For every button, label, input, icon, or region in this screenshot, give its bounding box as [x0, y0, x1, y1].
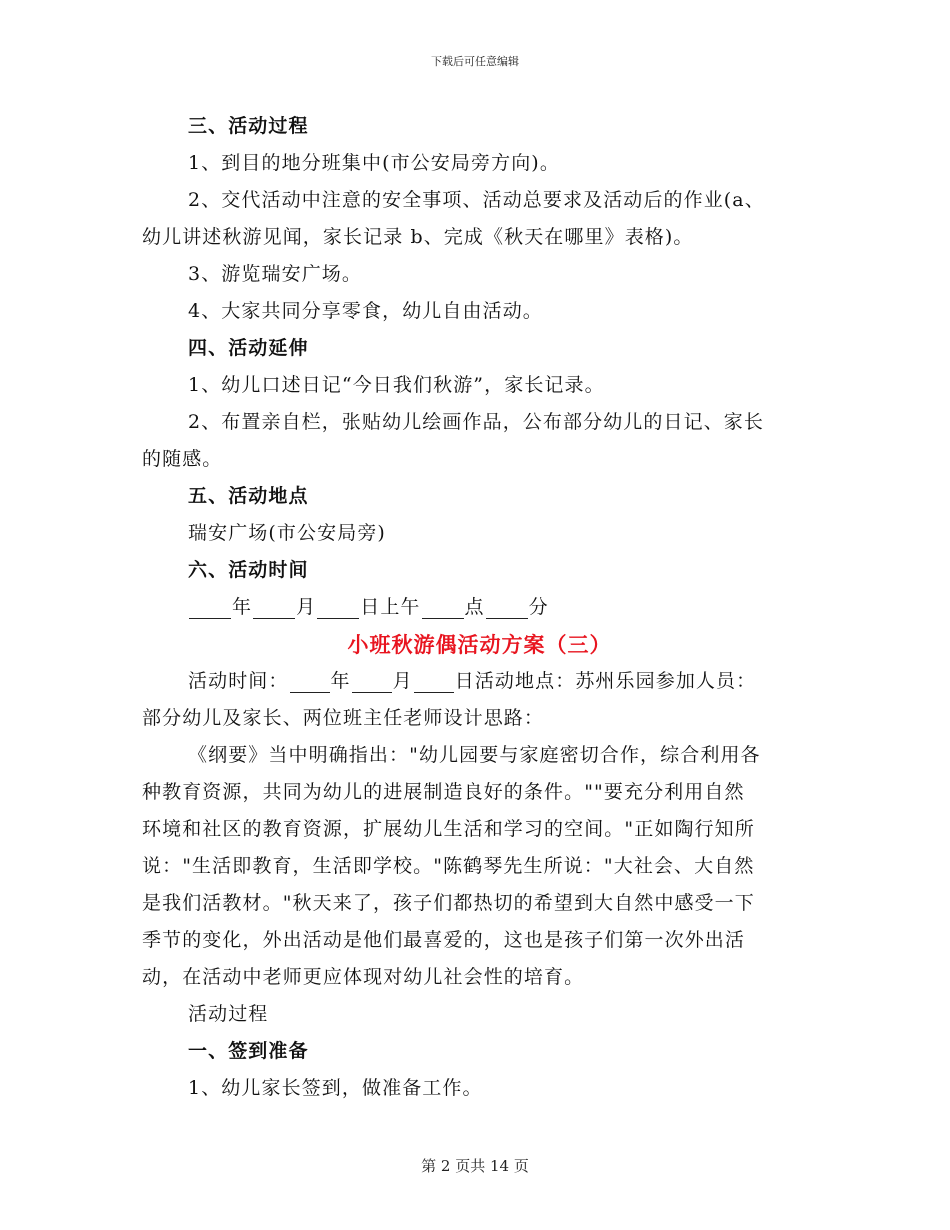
section-heading: 六、活动时间: [188, 559, 309, 581]
section-heading: 五、活动地点: [188, 485, 309, 507]
paragraph: 的随感。: [142, 448, 223, 470]
location-text: 日活动地点：苏州乐园参加人员：: [454, 670, 757, 692]
paragraph: 季节的变化，外出活动是他们最喜爱的，这也是孩子们第一次外出活: [142, 929, 746, 951]
year-label: 年: [330, 670, 351, 692]
day-label: 日上午: [360, 596, 421, 618]
paragraph: 瑞安广场(市公安局旁): [188, 522, 386, 544]
paragraph: 3、游览瑞安广场。: [188, 263, 362, 285]
blank-line: [189, 596, 231, 619]
paragraph: 环境和社区的教育资源，扩展幼儿生活和学习的空间。"正如陶行知所: [142, 818, 755, 840]
blank-line: [290, 670, 330, 693]
plan-time-line: [142, 663, 807, 700]
paragraph: 1、幼儿家长签到，做准备工作。: [188, 1077, 483, 1099]
paragraph: 2、交代活动中注意的安全事项、活动总要求及活动后的作业(a、: [188, 189, 765, 211]
paragraph: 1、幼儿口述日记“今日我们秋游”，家长记录。: [188, 374, 605, 396]
paragraph: 部分幼儿及家长、两位班主任老师设计思路：: [142, 707, 545, 729]
blank-line: [422, 596, 464, 619]
time-fill-line: [142, 589, 807, 626]
paragraph: 幼儿讲述秋游见闻，家长记录 b、完成《秋天在哪里》表格)。: [142, 226, 694, 248]
blank-line: [317, 596, 359, 619]
blank-line: [253, 596, 295, 619]
hour-label: 点: [464, 596, 485, 618]
page-header: 下载后可任意编辑: [431, 55, 519, 68]
paragraph: 说："生活即教育，生活即学校。"陈鹤琴先生所说："大社会、大自然: [142, 855, 755, 877]
month-label: 月: [296, 596, 317, 618]
paragraph: 是我们活教材。"秋天来了，孩子们都热切的希望到大自然中感受一下: [142, 892, 755, 914]
document-body: [142, 108, 807, 1107]
time-label: 活动时间：: [188, 670, 289, 692]
paragraph: 2、布置亲自栏，张贴幼儿绘画作品，公布部分幼儿的日记、家长: [188, 411, 764, 433]
plan-title: 小班秋游偶活动方案（三）: [347, 632, 612, 657]
blank-line: [486, 596, 528, 619]
paragraph: 种教育资源，共同为幼儿的进展制造良好的条件。""要充分利用自然: [142, 781, 745, 803]
section-heading: 三、活动过程: [188, 115, 309, 137]
paragraph: 动，在活动中老师更应体现对幼儿社会性的培育。: [142, 966, 585, 988]
minute-label: 分: [528, 596, 549, 618]
blank-line: [352, 670, 392, 693]
month-label: 月: [392, 670, 413, 692]
paragraph: 活动过程: [188, 1003, 269, 1025]
section-heading: 四、活动延伸: [188, 337, 309, 359]
page-footer: 第 2 页共 14 页: [421, 1157, 529, 1175]
paragraph: 《纲要》当中明确指出："幼儿园要与家庭密切合作，综合利用各: [188, 744, 761, 766]
year-label: 年: [232, 596, 253, 618]
paragraph: 4、大家共同分享零食，幼儿自由活动。: [188, 300, 543, 322]
blank-line: [414, 670, 454, 693]
paragraph: 1、到目的地分班集中(市公安局旁方向)。: [188, 152, 560, 174]
section-heading: 一、签到准备: [188, 1040, 309, 1062]
